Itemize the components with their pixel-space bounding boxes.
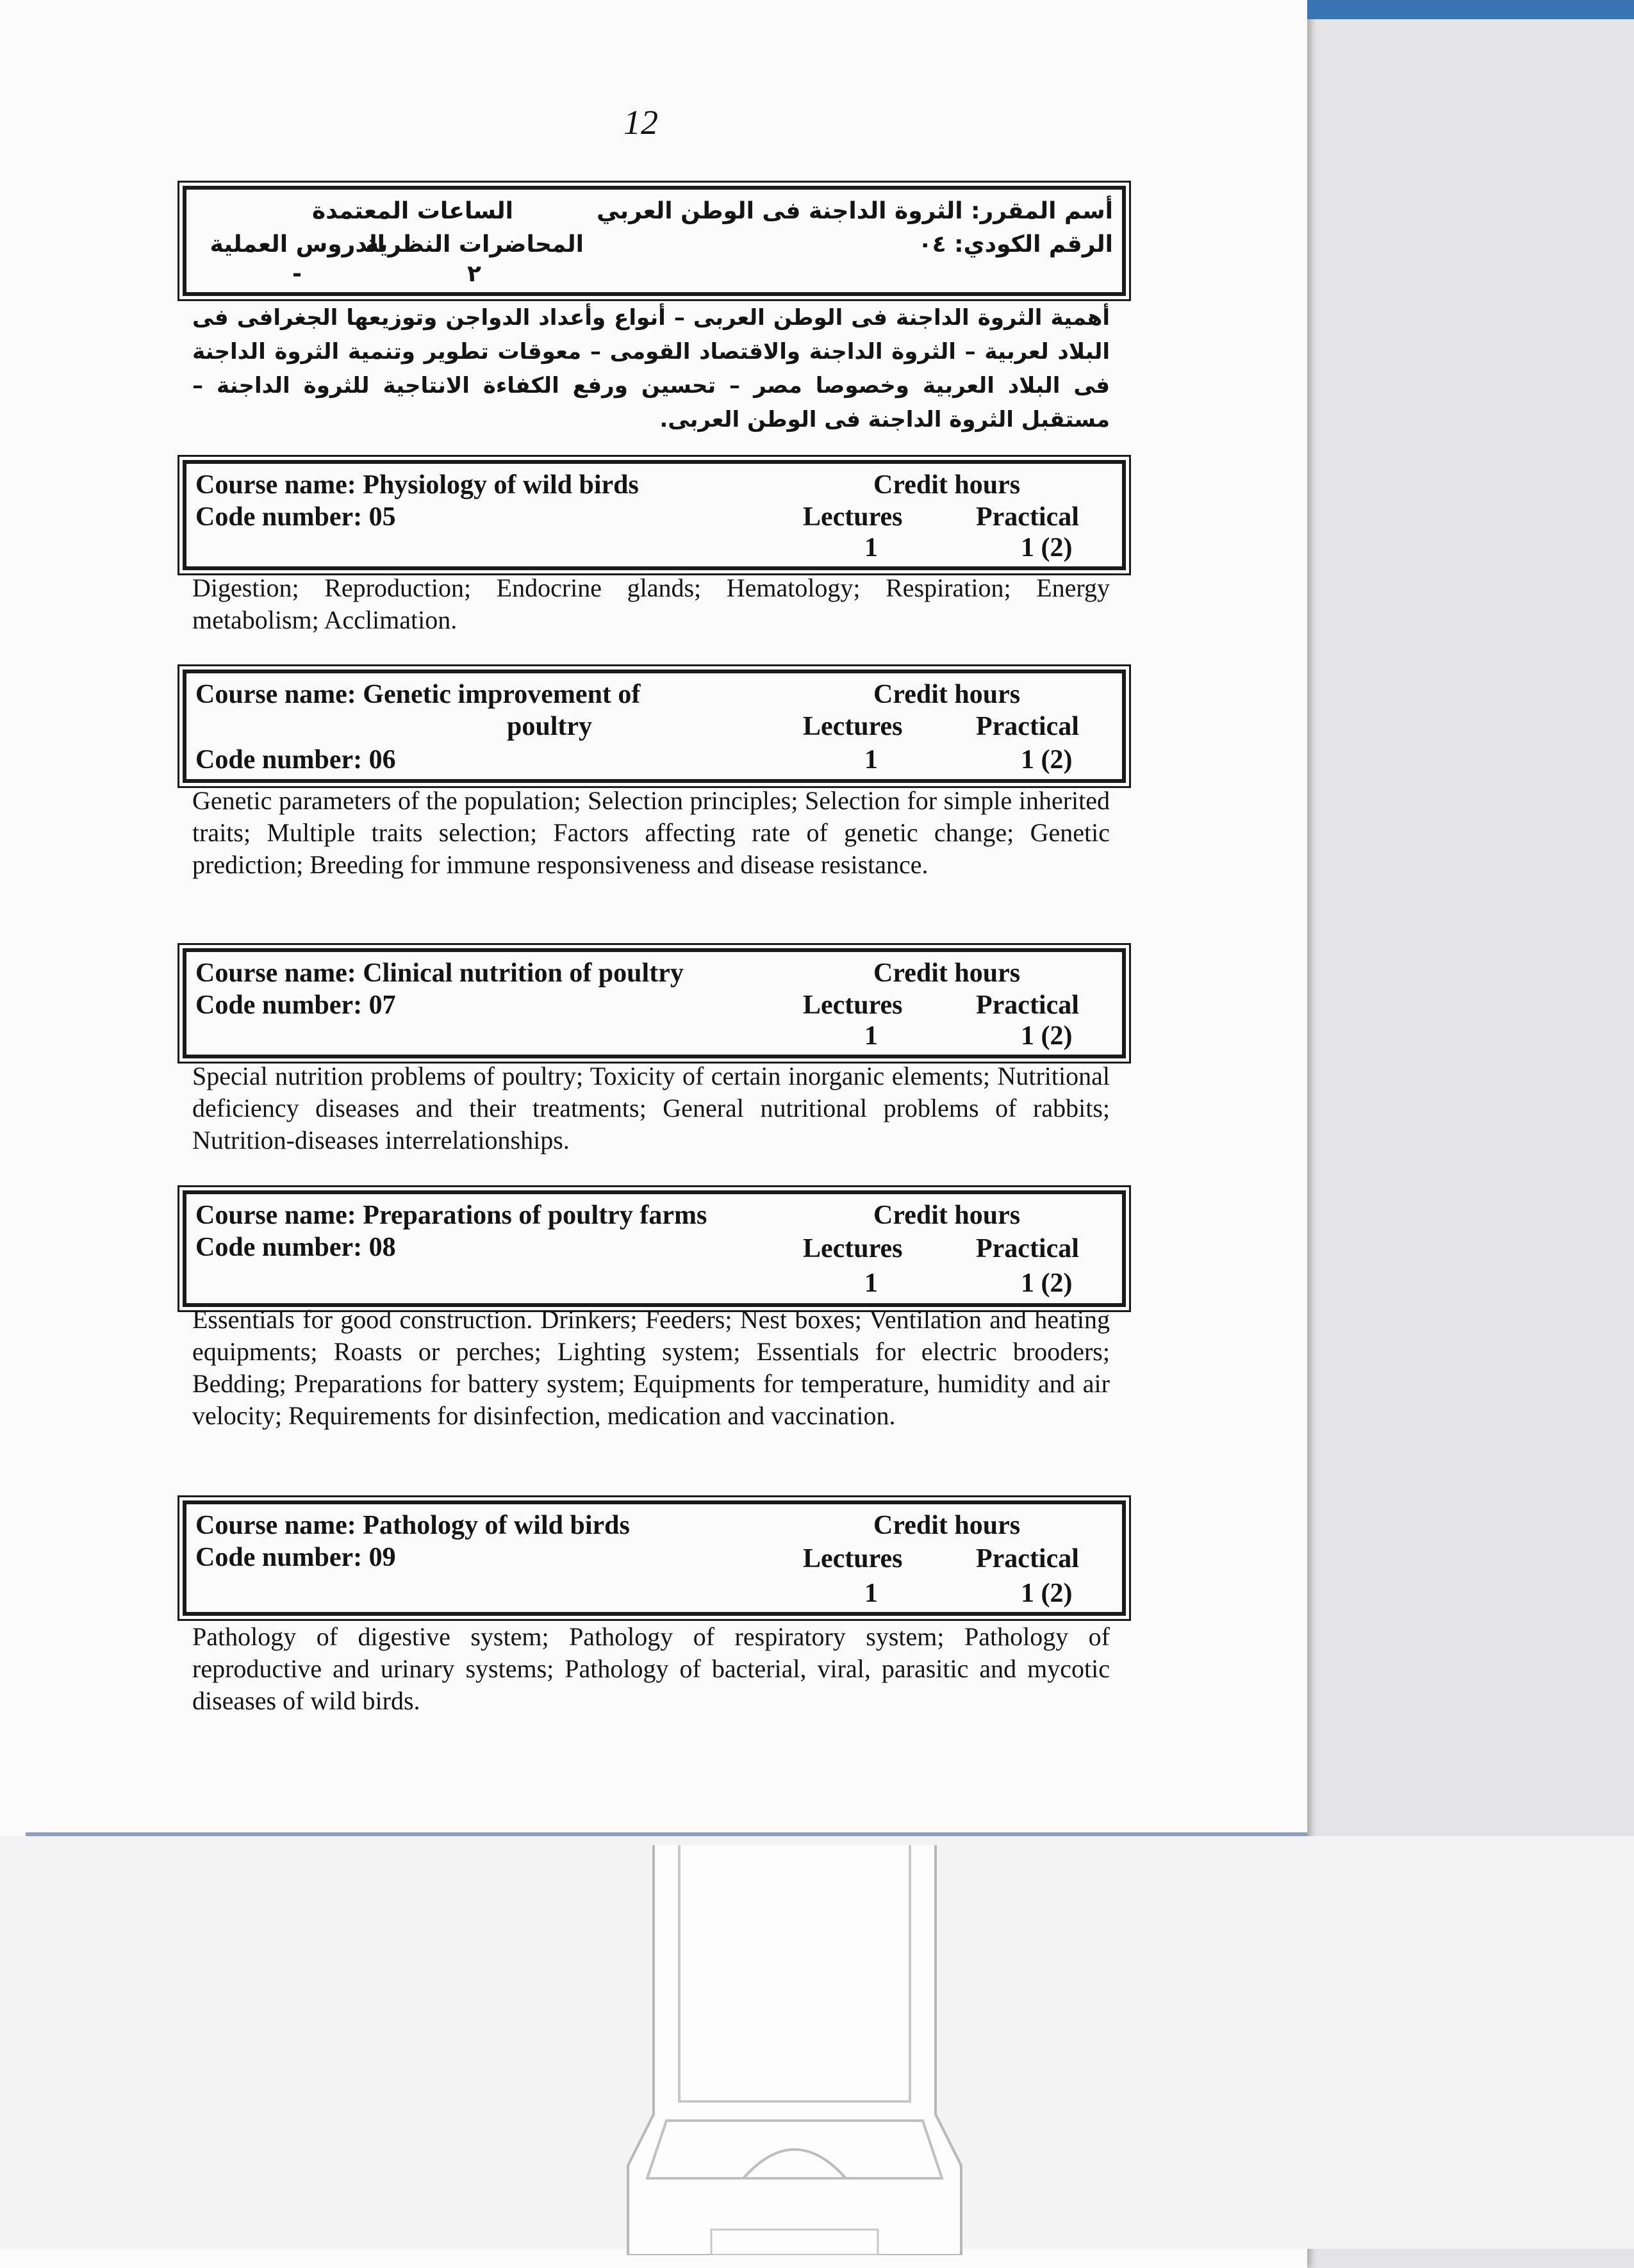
course-description: Special nutrition problems of poultry; Toxicity of certain inorganic elements; Nutritional deficiency diseases and their treatments; General nutritional problems of rabbits; Nutrition-diseases interrelationships. [192, 1062, 1110, 1155]
scanner-edge-strip [1307, 0, 1634, 19]
course-code: Code number: 06 [195, 745, 396, 775]
course-description: Digestion; Reproduction; Endocrine glands; Hematology; Respiration; Energy metabolism; Acclimation. [192, 573, 1110, 634]
lectures-value: 1 [864, 1579, 878, 1608]
practical-label: Practical [976, 1234, 1079, 1263]
course-description: Pathology of digestive system; Pathology of respiratory system; Pathology of reproductive and urinary systems; Pathology of bacterial, viral, parasitic and mycotic diseases of wild birds. [192, 1622, 1110, 1715]
lectures-label: Lectures [803, 1234, 903, 1263]
course-description: Genetic parameters of the population; Selection principles; Selection for simple inherited traits; Multiple traits selection; Factors affecting rate of genetic change; Genetic prediction; Breeding for immune responsiveness and disease resistance. [192, 786, 1110, 879]
course-description-arabic: أهمية الثروة الداجنة فى الوطن العربى – أنواع وأعداد الدواجن وتوزيعها الجغرافى فى البلاد لعربية – الثروة الداجنة والاقتصاد القومى – معوقات تطوير وتنمية الثروة الداجنة فى البلاد العربية وخصوصا مصر – تحسين ورفع الكفاءة الانتاجية للثروة الداجنة – مستقبل الثروة الداجنة فى الوطن العربى. [192, 305, 1110, 432]
lectures-label-arabic: المحاضرات النظرية [365, 231, 584, 258]
course-box [183, 948, 1126, 1058]
course-name: Course name: Genetic improvement of [195, 680, 641, 709]
course-name: Course name: Pathology of wild birds [195, 1511, 630, 1540]
course-description: Essentials for good construction. Drinkers; Feeders; Nest boxes; Ventilation and heating equipments; Roasts or perches; Lighting system; Essentials for electric brooders; Bedding; Preparations for battery system; Equipments for temperature, humidity and air velocity; Requirements for disinfection, medication and vaccination. [192, 1305, 1110, 1430]
credit-hours-label-arabic: الساعات المعتمدة [311, 198, 513, 224]
practical-label: Practical [976, 990, 1079, 1020]
practical-label: Practical [976, 502, 1079, 532]
lectures-value: 1 [864, 745, 878, 775]
lectures-label: Lectures [803, 1544, 903, 1574]
course-name: Course name: Preparations of poultry farms [195, 1201, 707, 1230]
practical-value: 1 (2) [1021, 533, 1073, 563]
practical-value: 1 (2) [1021, 1269, 1073, 1298]
practical-label: Practical [976, 712, 1079, 741]
course-code: Code number: 08 [195, 1233, 396, 1262]
course-box-arabic [183, 186, 1126, 296]
course-box [183, 670, 1126, 783]
practical-value: 1 (2) [1021, 1579, 1073, 1608]
page-bottom-edge [26, 1832, 1307, 1836]
credit-hours-label: Credit hours [873, 680, 1021, 709]
course-name: Course name: Physiology of wild birds [195, 470, 639, 500]
lectures-label: Lectures [803, 990, 903, 1020]
practical-value: 1 (2) [1021, 745, 1073, 775]
lectures-label: Lectures [803, 502, 903, 532]
credit-hours-label: Credit hours [873, 1201, 1021, 1230]
credit-hours-label: Credit hours [873, 470, 1021, 500]
credit-hours-label: Credit hours [873, 1511, 1021, 1540]
course-name-arabic: أسم المقرر: الثروة الداجنة فى الوطن العربي [597, 198, 1113, 224]
scanner-clip-holder [615, 1845, 974, 2255]
practical-label-arabic: الدروس العملية [210, 231, 385, 258]
course-box [183, 1500, 1126, 1616]
lectures-value: 1 [864, 1021, 878, 1051]
lectures-value: 1 [864, 1269, 878, 1298]
course-code: Code number: 05 [195, 502, 396, 532]
practical-value-arabic: - [292, 261, 302, 287]
course-code-arabic: الرقم الكودي: ٠٤ [918, 231, 1113, 258]
lectures-label: Lectures [803, 712, 903, 741]
course-code: Code number: 09 [195, 1543, 396, 1572]
course-name: Course name: Clinical nutrition of poultry [195, 958, 684, 988]
practical-value: 1 (2) [1021, 1021, 1073, 1051]
lectures-value-arabic: ٢ [467, 261, 481, 287]
credit-hours-label: Credit hours [873, 958, 1021, 988]
course-box [183, 460, 1126, 570]
practical-label: Practical [976, 1544, 1079, 1574]
lectures-value: 1 [864, 533, 878, 563]
page-number: 12 [623, 103, 658, 142]
course-box [183, 1190, 1126, 1307]
course-name-continued: poultry [507, 712, 593, 741]
course-code: Code number: 07 [195, 990, 396, 1020]
